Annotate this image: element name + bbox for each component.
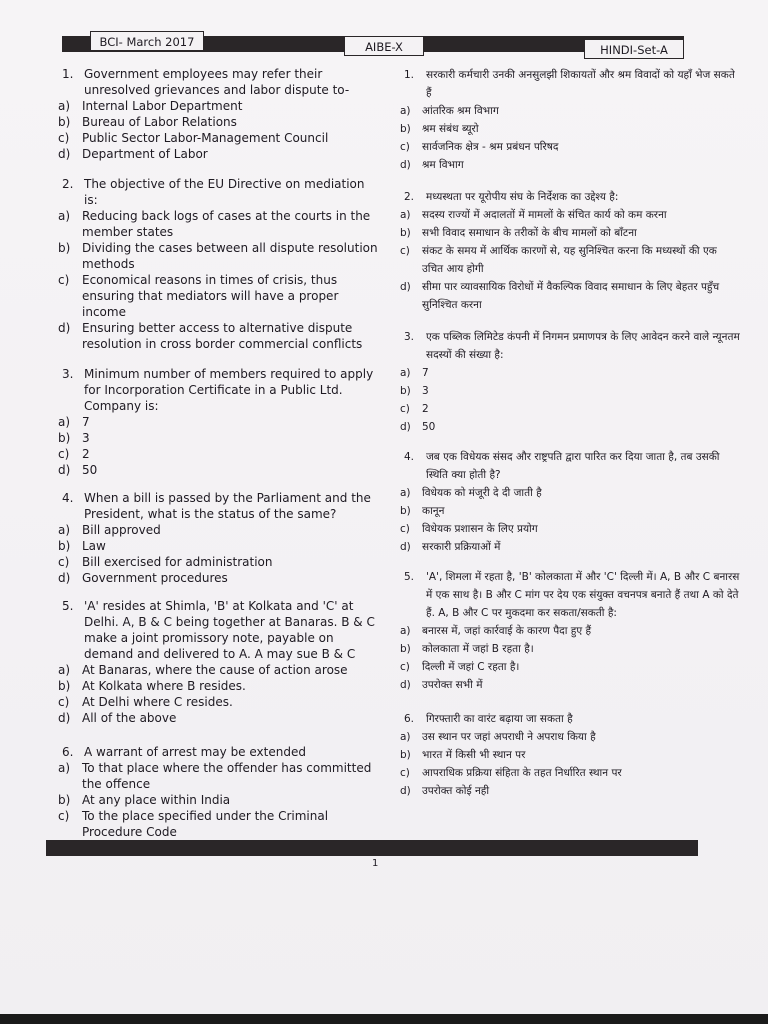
option-letter: c) (58, 555, 70, 569)
option-a (58, 522, 380, 538)
option-letter: c) (58, 809, 70, 823)
question-3 (58, 366, 380, 478)
question-number: 6. (404, 713, 415, 725)
option-letter: a) (58, 761, 71, 775)
option-letter: b) (58, 793, 71, 807)
option-text: Public Sector Labor-Management Council (82, 131, 329, 145)
option-text: विधेयक को मंजूरी दे दी जाती है (422, 487, 542, 499)
option-b (58, 678, 380, 694)
option-d (58, 320, 380, 352)
question-stem (58, 598, 380, 662)
question-2 (58, 176, 380, 352)
option-letter: c) (58, 131, 70, 145)
option-text: At Banaras, where the cause of action arose (82, 663, 348, 677)
option-a (400, 102, 740, 120)
question-number: 1. (62, 67, 74, 81)
option-text: उपरोक्त सभी में (422, 679, 483, 691)
option-text: उस स्थान पर जहां अपराधी ने अपराध किया है (422, 731, 596, 743)
option-letter: b) (58, 115, 71, 129)
option-c (58, 272, 380, 320)
option-text: To the place specified under the Criminal Procedure Code (82, 809, 329, 839)
option-d (58, 710, 380, 726)
option-letter: d) (400, 679, 411, 691)
option-letter: a) (58, 415, 71, 429)
option-b (400, 746, 740, 764)
option-text: 50 (82, 463, 98, 477)
option-c (58, 130, 380, 146)
option-text: बनारस में, जहां कार्रवाई के कारण पैदा हुए हैं (422, 625, 592, 637)
question-text: मध्यस्थता पर यूरोपीय संघ के निर्देशक का उद्देश्य है: (426, 191, 619, 203)
option-d (400, 782, 740, 800)
option-letter: c) (400, 767, 410, 779)
option-c (400, 400, 740, 418)
option-text: 3 (82, 431, 90, 445)
question-text: Government employees may refer their unresolved grievances and labor dispute to- (84, 67, 350, 97)
option-letter: a) (58, 663, 71, 677)
question-5 (58, 598, 380, 726)
question-stem (58, 366, 380, 414)
option-letter: d) (400, 785, 411, 797)
question-number: 1. (404, 69, 415, 81)
question-number: 5. (62, 599, 74, 613)
question-stem (58, 744, 380, 760)
option-b (58, 114, 380, 130)
option-text: 3 (422, 385, 429, 397)
option-letter: a) (400, 487, 411, 499)
option-a (400, 622, 740, 640)
option-text: To that place where the offender has committed the offence (82, 761, 372, 791)
option-b (58, 792, 380, 808)
option-c (58, 694, 380, 710)
option-text: 2 (422, 403, 429, 415)
option-text: 7 (82, 415, 90, 429)
option-d (58, 570, 380, 586)
option-text: Ensuring better access to alternative dispute resolution in cross border commercial conflicts (82, 321, 363, 351)
option-d (400, 418, 740, 436)
option-text: सार्वजनिक क्षेत्र - श्रम प्रबंधन परिषद (422, 141, 559, 153)
option-text: सदस्य राज्यों में अदालतों में मामलों के संचित कार्य को कम करना (422, 209, 667, 221)
option-a (58, 662, 380, 678)
question-number: 3. (404, 331, 415, 343)
option-text: सीमा पार व्यावसायिक विरोधों में वैकल्पिक विवाद समाधान के लिए बेहतर पहुँच सुनिश्चित करना (422, 281, 720, 311)
option-letter: b) (58, 431, 71, 445)
option-text: 2 (82, 447, 90, 461)
option-text: विधेयक प्रशासन के लिए प्रयोग (422, 523, 538, 535)
option-letter: d) (58, 321, 71, 335)
question-number: 2. (404, 191, 415, 203)
option-letter: b) (58, 679, 71, 693)
option-text: श्रम विभाग (422, 159, 464, 171)
question-1 (400, 66, 740, 174)
option-text: 50 (422, 421, 436, 433)
option-text: कानून (422, 505, 445, 517)
option-b (58, 430, 380, 446)
question-number: 2. (62, 177, 74, 191)
option-b (400, 640, 740, 658)
option-a (400, 364, 740, 382)
option-letter: d) (58, 571, 71, 585)
option-c (400, 520, 740, 538)
option-text: श्रम संबंध ब्यूरो (422, 123, 479, 135)
question-number: 5. (404, 571, 415, 583)
option-b (58, 240, 380, 272)
option-letter: c) (400, 403, 410, 415)
question-1 (58, 66, 380, 162)
option-text: Internal Labor Department (82, 99, 243, 113)
question-6 (400, 710, 740, 800)
english-column (58, 66, 380, 856)
question-text: The objective of the EU Directive on mediation is: (84, 177, 365, 207)
option-c (58, 446, 380, 462)
option-letter: b) (400, 227, 411, 239)
option-d (400, 676, 740, 694)
option-letter: b) (400, 643, 411, 655)
option-text: Department of Labor (82, 147, 208, 161)
option-d (58, 462, 380, 478)
option-a (58, 208, 380, 240)
option-d (400, 278, 740, 314)
option-text: दिल्ली में जहां C रहता है। (422, 661, 520, 673)
option-text: At any place within India (82, 793, 231, 807)
option-letter: b) (400, 505, 411, 517)
option-letter: c) (58, 447, 70, 461)
option-letter: c) (400, 245, 410, 257)
option-letter: d) (58, 463, 71, 477)
option-d (400, 538, 740, 556)
question-2 (400, 188, 740, 314)
question-text: When a bill is passed by the Parliament and the President, what is the status of the same? (84, 491, 371, 521)
option-letter: d) (58, 147, 71, 161)
option-c (400, 658, 740, 676)
option-text: सरकारी प्रक्रियाओं में (422, 541, 501, 553)
option-letter: c) (400, 661, 410, 673)
option-text: उपरोक्त कोई नही (422, 785, 490, 797)
question-stem (400, 568, 740, 622)
question-text: जब एक विधेयक संसद और राष्ट्रपति द्वारा पारित कर दिया जाता है, तब उसकी स्थिति क्या होती है? (426, 451, 720, 481)
option-b (58, 538, 380, 554)
option-text: At Kolkata where B resides. (82, 679, 246, 693)
question-text: A warrant of arrest may be extended (84, 745, 306, 759)
option-text: सभी विवाद समाधान के तरीकों के बीच मामलों को बाँटना (422, 227, 637, 239)
option-letter: c) (400, 523, 410, 535)
option-text: आंतरिक श्रम विभाग (422, 105, 499, 117)
header-exam-name: AIBE-X (344, 36, 424, 56)
option-b (400, 120, 740, 138)
question-stem (400, 710, 740, 728)
option-d (58, 146, 380, 162)
footer-bar (46, 840, 698, 856)
question-stem (400, 328, 740, 364)
question-stem (400, 66, 740, 102)
option-c (400, 138, 740, 156)
option-a (58, 98, 380, 114)
option-letter: c) (58, 695, 70, 709)
option-b (400, 382, 740, 400)
page-number: 1 (372, 858, 379, 869)
option-c (58, 554, 380, 570)
option-b (400, 224, 740, 242)
hindi-column (400, 66, 740, 800)
header-set: HINDI-Set-A (584, 39, 684, 59)
question-stem (58, 66, 380, 98)
option-text: Government procedures (82, 571, 228, 585)
option-letter: b) (58, 539, 71, 553)
option-b (400, 502, 740, 520)
question-number: 4. (404, 451, 415, 463)
option-letter: a) (58, 523, 71, 537)
option-text: भारत में किसी भी स्थान पर (422, 749, 526, 761)
question-5 (400, 568, 740, 694)
option-letter: d) (400, 159, 411, 171)
option-letter: d) (400, 421, 411, 433)
question-stem (58, 176, 380, 208)
question-text: गिरफ्तारी का वारंट बढ़ाया जा सकता है (426, 713, 573, 725)
option-c (58, 808, 380, 840)
question-text: 'A', शिमला में रहता है, 'B' कोलकाता में और 'C' दिल्ली में। A, B और C बनारस में एक साथ है। B और C मांग पर देय एक संयुक्त वचनपत्र बनाते हैं तथा A को देते हैं. A, B और C पर मुकदमा कर सकता/सकती है: (426, 571, 740, 619)
question-text: 'A' resides at Shimla, 'B' at Kolkata and 'C' at Delhi. A, B & C being together at Banaras. B & C make a joint promissory note, payable on demand and delivered to A. A may sue B & C (84, 599, 375, 661)
question-number: 6. (62, 745, 74, 759)
option-text: संकट के समय में आर्थिक कारणों से, यह सुनिश्चित करना कि मध्यस्थों की एक उचित आय होगी (422, 245, 717, 275)
option-text: Bill approved (82, 523, 161, 537)
option-letter: b) (400, 749, 411, 761)
question-4 (400, 448, 740, 556)
option-letter: c) (400, 141, 410, 153)
question-number: 4. (62, 491, 74, 505)
option-c (400, 764, 740, 782)
option-letter: b) (400, 385, 411, 397)
option-text: आपराधिक प्रक्रिया संहिता के तहत निर्धारित स्थान पर (422, 767, 622, 779)
option-d (400, 156, 740, 174)
option-letter: a) (400, 105, 411, 117)
option-letter: c) (58, 273, 70, 287)
scan-edge (0, 1014, 768, 1024)
option-text: Reducing back logs of cases at the courts in the member states (82, 209, 371, 239)
option-letter: a) (58, 209, 71, 223)
option-letter: a) (400, 209, 411, 221)
option-a (58, 414, 380, 430)
question-number: 3. (62, 367, 74, 381)
question-stem (400, 448, 740, 484)
option-letter: d) (400, 281, 411, 293)
option-text: Bill exercised for administration (82, 555, 273, 569)
option-text: 7 (422, 367, 429, 379)
option-letter: d) (400, 541, 411, 553)
header-exam-date: BCI- March 2017 (90, 31, 204, 51)
option-letter: a) (400, 367, 411, 379)
question-text: Minimum number of members required to apply for Incorporation Certificate in a Public Ltd. Company is: (84, 367, 374, 413)
question-4 (58, 490, 380, 586)
option-text: At Delhi where C resides. (82, 695, 233, 709)
option-letter: b) (400, 123, 411, 135)
option-letter: a) (58, 99, 71, 113)
question-text: एक पब्लिक लिमिटेड कंपनी में निगमन प्रमाणपत्र के लिए आवेदन करने वाले न्यूनतम सदस्यों की संख्या है: (426, 331, 740, 361)
option-c (400, 242, 740, 278)
option-a (400, 206, 740, 224)
option-text: Law (82, 539, 106, 553)
option-text: कोलकाता में जहां B रहता है। (422, 643, 534, 655)
option-a (400, 484, 740, 502)
option-a (400, 728, 740, 746)
question-text: सरकारी कर्मचारी उनकी अनसुलझी शिकायतों और श्रम विवादों को यहाँ भेज सकते हैं (426, 69, 735, 99)
question-stem (400, 188, 740, 206)
option-letter: b) (58, 241, 71, 255)
option-text: Bureau of Labor Relations (82, 115, 237, 129)
option-text: Dividing the cases between all dispute resolution methods (82, 241, 378, 271)
option-a (58, 760, 380, 792)
option-text: All of the above (82, 711, 177, 725)
option-letter: a) (400, 731, 411, 743)
question-3 (400, 328, 740, 436)
question-stem (58, 490, 380, 522)
option-letter: a) (400, 625, 411, 637)
option-letter: d) (58, 711, 71, 725)
option-text: Economical reasons in times of crisis, thus ensuring that mediators will have a proper income (82, 273, 339, 319)
